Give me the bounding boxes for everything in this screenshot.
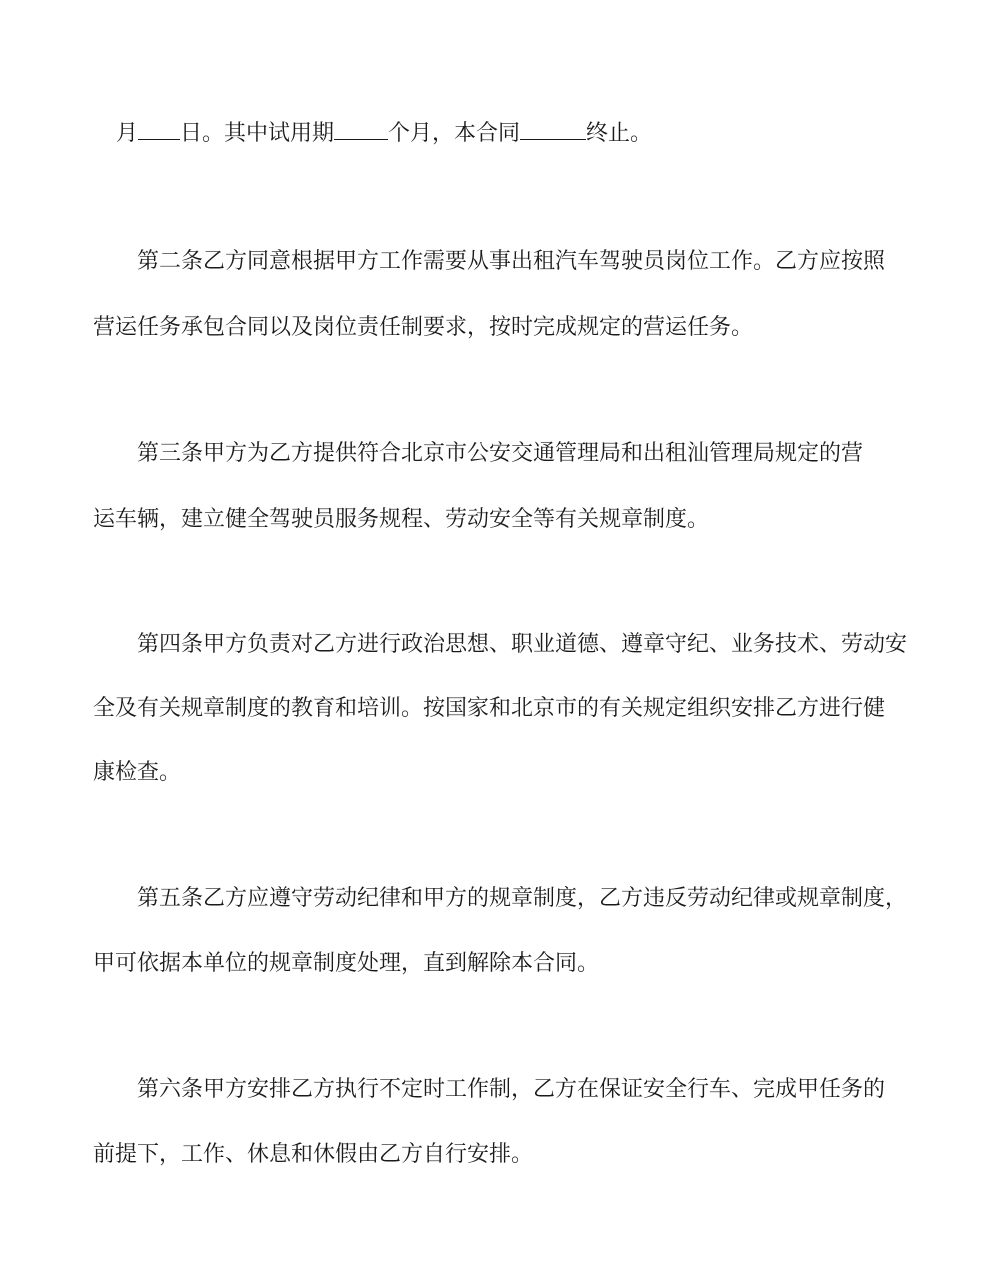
article4-line1: 第四条甲方负责对乙方进行政治思想、职业道德、遵章守纪、业务技术、劳动安 (137, 632, 908, 657)
article2-line1: 第二条乙方同意根据甲方工作需要从事出租汽车驾驶员岗位工作。乙方应按照 (137, 249, 886, 274)
article3-line2: 运车辆，建立健全驾驶员服务规程、劳动安全等有关规章制度。 (93, 507, 710, 532)
article6-line2: 前提下，工作、休息和休假由乙方自行安排。 (93, 1142, 534, 1167)
article3-line1: 第三条甲方为乙方提供符合北京市公安交通管理局和出租汕管理局规定的营 (137, 441, 864, 466)
article2-line2: 营运任务承包合同以及岗位责任制要求，按时完成规定的营运任务。 (93, 315, 754, 340)
article4-line2: 全及有关规章制度的教育和培训。按国家和北京市的有关规定组织安排乙方进行健 (93, 696, 886, 721)
months-phrase: 个月，本合同 (388, 121, 521, 146)
article6-line1: 第六条甲方安排乙方执行不定时工作制，乙方在保证安全行车、完成甲任务的 (137, 1077, 886, 1102)
month-text: 月 (116, 121, 139, 146)
article5-line2: 甲可依据本单位的规章制度处理，直到解除本合同。 (93, 951, 600, 976)
end-date-blank (520, 121, 586, 140)
contract-term-fragment (116, 119, 652, 149)
day-phrase: 日。其中试用期 (180, 121, 335, 146)
article4-line3: 康检查。 (93, 760, 182, 785)
end-phrase: 终止。 (586, 121, 653, 146)
probation-months-blank (334, 121, 388, 140)
article5-line1: 第五条乙方应遵守劳动纪律和甲方的规章制度，乙方违反劳动纪律或规章制度， (137, 886, 908, 911)
day-blank (138, 121, 180, 140)
